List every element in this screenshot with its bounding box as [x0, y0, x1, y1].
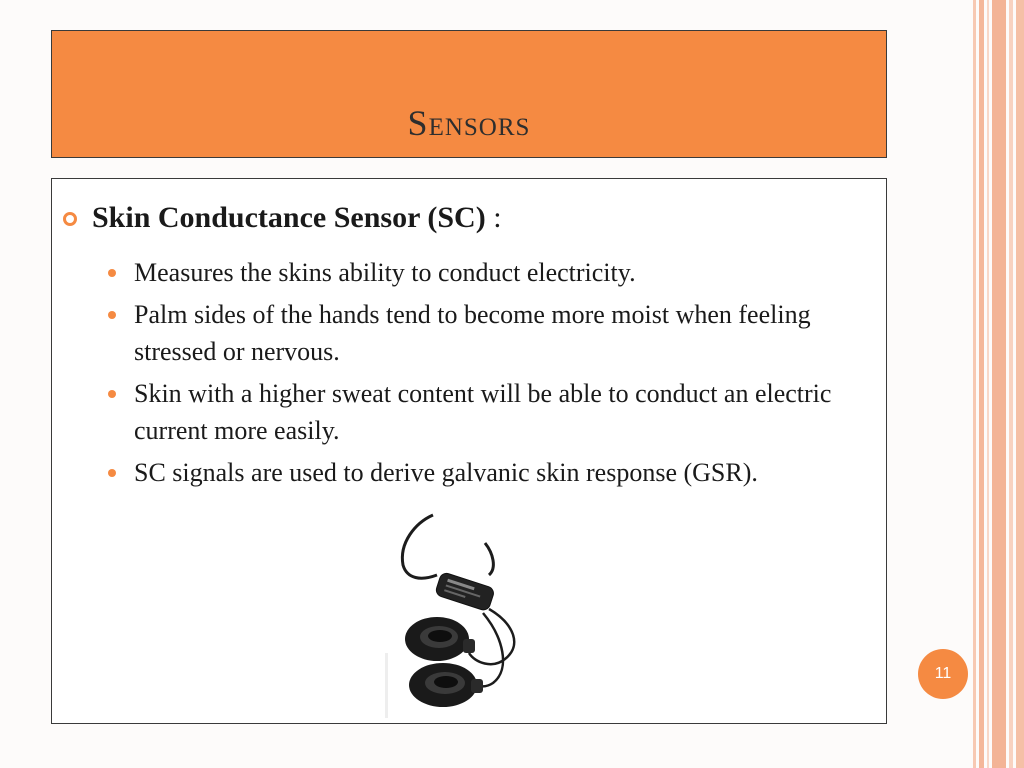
decorative-stripe: [992, 0, 1006, 768]
sub-bullet-text: Skin with a higher sweat content will be able to conduct an electric current more easily.: [134, 379, 832, 445]
skin-conductance-sensor-image: [385, 513, 530, 718]
decorative-stripe: [1016, 0, 1024, 768]
decorative-stripe: [987, 0, 989, 768]
sub-bullet-list: [105, 254, 875, 496]
sub-bullet-text: SC signals are used to derive galvanic skin response (GSR).: [134, 458, 758, 487]
decorative-stripe: [1009, 0, 1013, 768]
bullet-dot-icon: [108, 311, 116, 319]
sub-bullet-text: Measures the skins ability to conduct electricity.: [134, 258, 636, 287]
main-bullet: [92, 199, 502, 237]
main-bullet-suffix: :: [485, 201, 502, 234]
page-number-badge: 11: [918, 649, 968, 699]
sub-bullet: [105, 454, 875, 491]
slide-title: Sensors: [407, 103, 531, 143]
decorative-stripe: [979, 0, 984, 768]
bullet-dot-icon: [108, 269, 116, 277]
main-bullet-heading: Skin Conductance Sensor (SC): [92, 201, 486, 234]
hollow-bullet-icon: [63, 212, 77, 226]
sub-bullet: [105, 296, 875, 370]
sub-bullet: [105, 254, 875, 291]
sub-bullet: [105, 375, 875, 449]
bullet-dot-icon: [108, 390, 116, 398]
bullet-dot-icon: [108, 469, 116, 477]
title-box: [51, 30, 887, 158]
decorative-stripe: [973, 0, 976, 768]
sub-bullet-text: Palm sides of the hands tend to become more moist when feeling stressed or nervous.: [134, 300, 811, 366]
